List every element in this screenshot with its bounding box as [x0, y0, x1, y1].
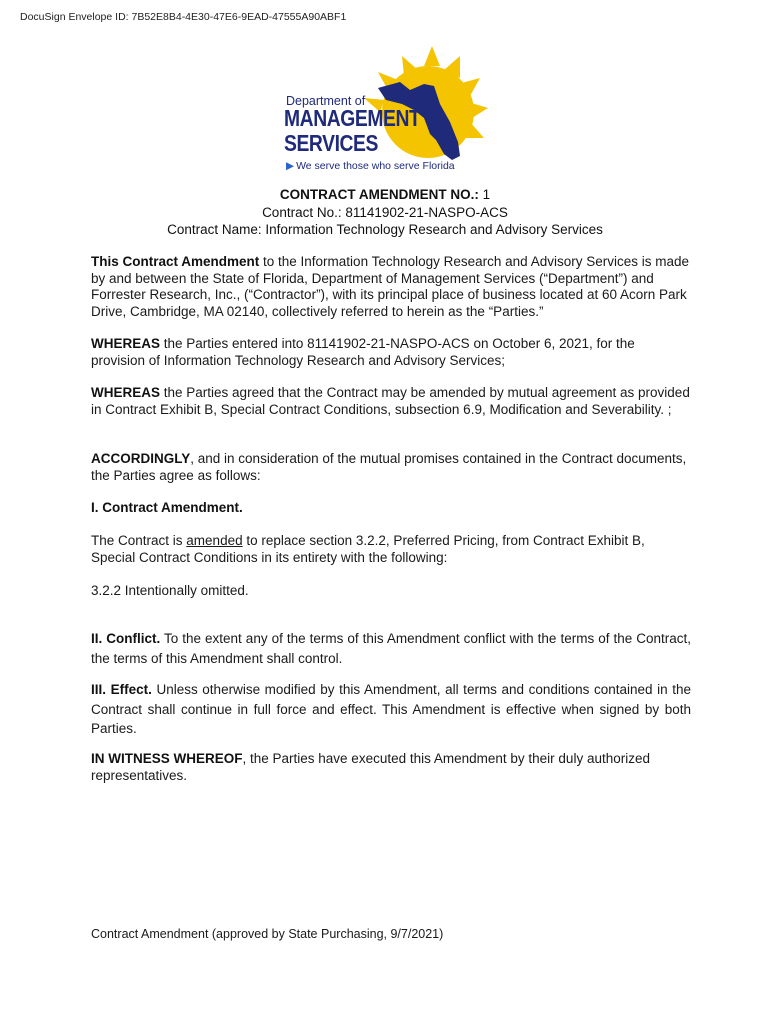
play-triangle-icon: ▶	[286, 160, 295, 172]
logo-services: SERVICES	[284, 130, 379, 156]
contract-number: Contract No.: 81141902-21-NASPO-ACS	[262, 205, 508, 220]
logo-department-of: Department of	[286, 94, 366, 108]
docusign-envelope-id: DocuSign Envelope ID: 7B52E8B4-4E30-47E6-9EAD-47555A90ABF1	[20, 11, 347, 23]
logo-tagline: ▶ We serve those who serve Florida	[286, 160, 455, 172]
logo-management: MANAGEMENT	[284, 105, 421, 131]
amendment-title: CONTRACT AMENDMENT NO.: 1	[279, 187, 491, 202]
contract-name: Contract Name: Information Technology Research and Advisory Services	[167, 222, 603, 237]
effect-paragraph: III. Effect. Unless otherwise modified by this Amendment, all terms and conditions contained in the Contract shall continue in full force and effect. This Amendment is effective when signed by both Parties.	[91, 682, 692, 736]
whereas-paragraph-1: WHEREAS the Parties entered into 81141902-21-NASPO-ACS on October 6, 2021, for the provision of Information Technology Research and Advisory Services;	[91, 336, 635, 368]
conflict-paragraph: II. Conflict. To the extent any of the terms of this Amendment conflict with the terms of the Contract, the terms of this Amendment shall control.	[91, 631, 691, 666]
dms-logo	[282, 44, 492, 178]
intentionally-omitted: 3.2.2 Intentionally omitted.	[91, 583, 249, 598]
amendment-paragraph: The Contract is amended to replace section 3.2.2, Preferred Pricing, from Contract Exhibit B, Special Contract Conditions in its entirety with the following:	[91, 533, 645, 565]
accordingly-paragraph: ACCORDINGLY, and in consideration of the mutual promises contained in the Contract documents, the Parties agree as follows:	[91, 451, 687, 483]
section-1-heading: I. Contract Amendment.	[91, 500, 243, 515]
intro-paragraph: This Contract Amendment to the Information Technology Research and Advisory Services is made by and between the State of Florida, Department of Management Services (“Department”) and Forrester Research, Inc., (“Contractor”), with its principal place of business located at 60 Acorn Park Drive, Cambridge, MA 02140, collectively referred to herein as the “Parties.”	[91, 254, 689, 319]
witness-paragraph: IN WITNESS WHEREOF, the Parties have executed this Amendment by their duly authorized representatives.	[91, 751, 650, 783]
footer-note: Contract Amendment (approved by State Purchasing, 9/7/2021)	[91, 927, 444, 941]
whereas-paragraph-2: WHEREAS the Parties agreed that the Contract may be amended by mutual agreement as provided in Contract Exhibit B, Special Contract Conditions, subsection 6.9, Modification and Severability. ;	[91, 385, 690, 417]
